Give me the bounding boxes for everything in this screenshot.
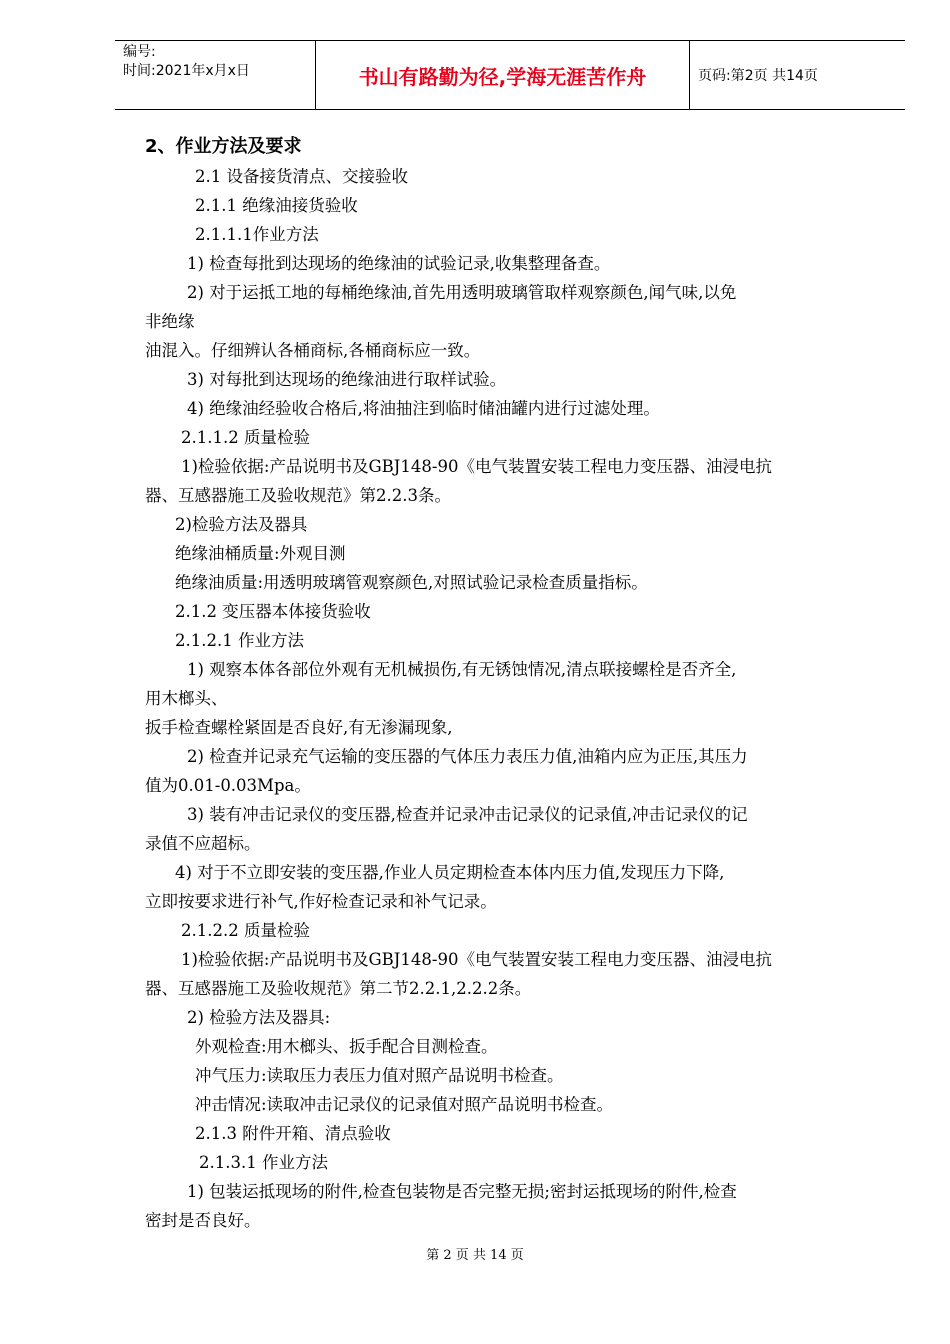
heading-2-1-2-2: 2.1.2.2 质量检验 (181, 921, 310, 940)
paragraph-line: 用木榔头、 (145, 689, 228, 708)
paragraph-line: 器、互感器施工及验收规范》第2.2.3条。 (145, 486, 451, 505)
section-title: 2、作业方法及要求 (145, 136, 302, 157)
heading-2-1-1-1: 2.1.1.1作业方法 (195, 225, 319, 244)
paragraph-line: 冲气压力:读取压力表压力值对照产品说明书检查。 (195, 1066, 564, 1085)
header-info-cell (115, 41, 316, 109)
paragraph-line: 1)检验依据:产品说明书及GBJ148-90《电气装置安装工程电力变压器、油浸电抗 (181, 950, 772, 969)
header-time: 时间:2021年x月x日 (123, 63, 250, 79)
paragraph-line: 1) 包装运抵现场的附件,检查包装物是否完整无损;密封运抵现场的附件,检查 (187, 1182, 737, 1201)
heading-2-1-3: 2.1.3 附件开箱、清点验收 (195, 1124, 391, 1143)
paragraph-line: 冲击情况:读取冲击记录仪的记录值对照产品说明书检查。 (195, 1095, 614, 1114)
heading-2-1-2: 2.1.2 变压器本体接货验收 (175, 602, 371, 621)
paragraph-line: 扳手检查螺栓紧固是否良好,有无渗漏现象, (145, 718, 453, 737)
paragraph-line: 1)检验依据:产品说明书及GBJ148-90《电气装置安装工程电力变压器、油浸电抗 (181, 457, 772, 476)
header-motto: 书山有路勤为径,学海无涯苦作舟 (316, 41, 690, 109)
paragraph-line: 外观检查:用木榔头、扳手配合目测检查。 (195, 1037, 498, 1056)
heading-2-1: 2.1 设备接货清点、交接验收 (195, 167, 408, 186)
heading-2-1-1-2: 2.1.1.2 质量检验 (181, 428, 310, 447)
paragraph-line: 3) 装有冲击记录仪的变压器,检查并记录冲击记录仪的记录值,冲击记录仪的记 (187, 805, 748, 824)
paragraph-line: 2)检验方法及器具 (175, 515, 308, 534)
paragraph-line: 器、互感器施工及验收规范》第二节2.2.1,2.2.2条。 (145, 979, 532, 998)
paragraph-line: 录值不应超标。 (145, 834, 261, 853)
paragraph-line: 1) 观察本体各部位外观有无机械损伤,有无锈蚀情况,清点联接螺栓是否齐全, (187, 660, 737, 679)
paragraph-line: 1) 检查每批到达现场的绝缘油的试验记录,收集整理备查。 (187, 254, 611, 273)
paragraph-line: 立即按要求进行补气,作好检查记录和补气记录。 (145, 892, 497, 911)
paragraph-line: 值为0.01-0.03Mpa。 (145, 776, 311, 795)
page-footer: 第 2 页 共 14 页 (426, 1248, 524, 1263)
header-page-number: 页码:第2页 共14页 (698, 68, 818, 84)
paragraph-line: 2) 对于运抵工地的每桶绝缘油,首先用透明玻璃管取样观察颜色,闻气味,以免 (187, 283, 737, 302)
heading-2-1-2-1: 2.1.2.1 作业方法 (175, 631, 304, 650)
heading-2-1-1: 2.1.1 绝缘油接货验收 (195, 196, 358, 215)
page-header (115, 40, 905, 110)
paragraph-line: 2) 检验方法及器具: (187, 1008, 331, 1027)
paragraph-line: 密封是否良好。 (145, 1211, 261, 1230)
paragraph-line: 2) 检查并记录充气运输的变压器的气体压力表压力值,油箱内应为正压,其压力 (187, 747, 748, 766)
paragraph-line: 绝缘油桶质量:外观目测 (175, 544, 346, 563)
paragraph-line: 绝缘油质量:用透明玻璃管观察颜色,对照试验记录检查质量指标。 (175, 573, 648, 592)
paragraph-line: 4) 对于不立即安装的变压器,作业人员定期检查本体内压力值,发现压力下降, (175, 863, 725, 882)
paragraph-line: 油混入。仔细辨认各桶商标,各桶商标应一致。 (145, 341, 481, 360)
paragraph-line: 非绝缘 (145, 312, 195, 331)
paragraph-line: 3) 对每批到达现场的绝缘油进行取样试验。 (187, 370, 507, 389)
header-number: 编号: (123, 44, 156, 60)
heading-2-1-3-1: 2.1.3.1 作业方法 (199, 1153, 328, 1172)
paragraph-line: 4) 绝缘油经验收合格后,将油抽注到临时储油罐内进行过滤处理。 (187, 399, 660, 418)
